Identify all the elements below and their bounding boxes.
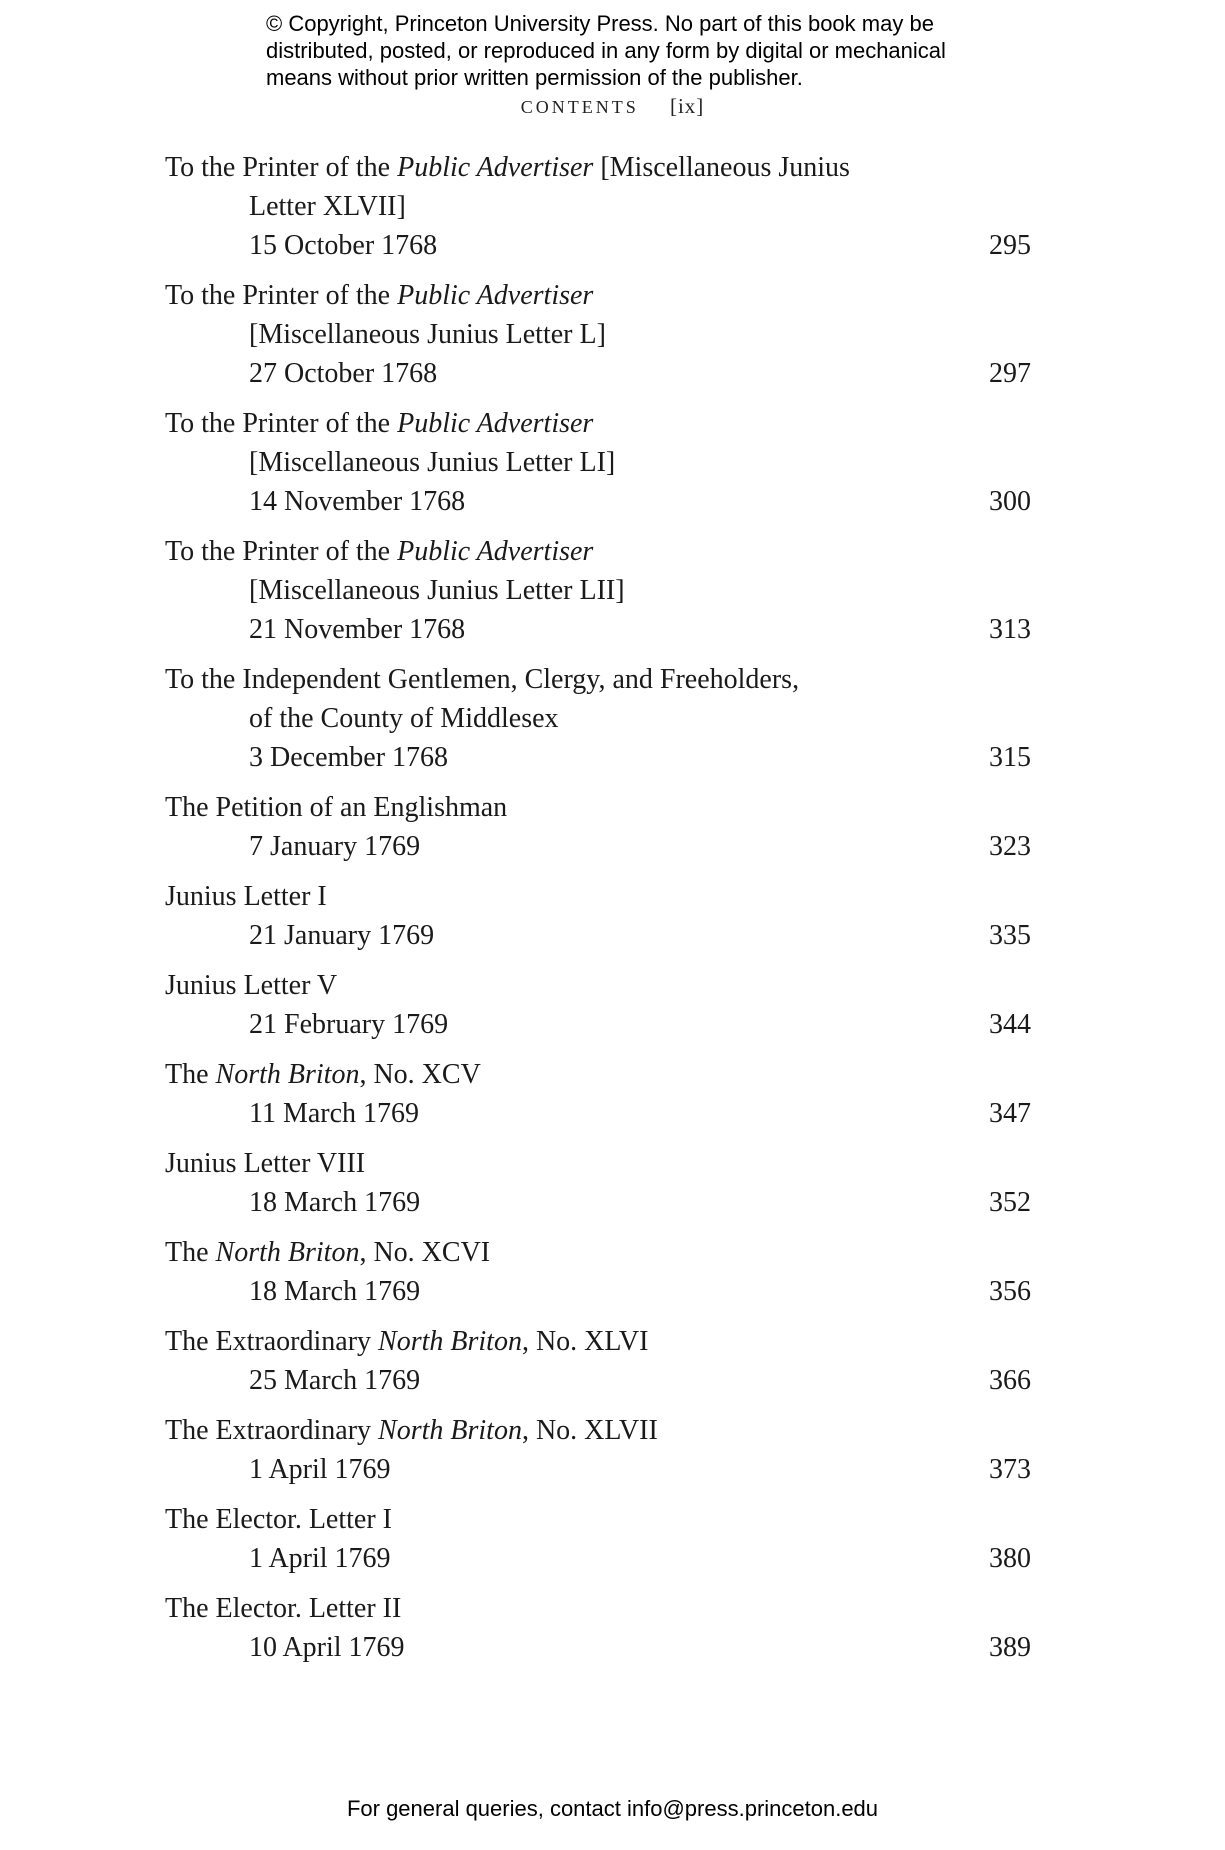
toc-entry xyxy=(165,966,1031,1044)
toc-entry-page-number: 300 xyxy=(989,486,1031,517)
toc-entry-page-number: 347 xyxy=(989,1098,1031,1129)
toc-entry xyxy=(165,1322,1031,1400)
toc-entry-continuation: [Miscellaneous Junius Letter L] xyxy=(249,319,606,350)
toc-entry-title-italic: North Briton xyxy=(378,1415,522,1446)
toc-entry-continuation: Letter XLVII] xyxy=(249,191,406,222)
toc-entry xyxy=(165,276,1031,393)
toc-entry-title xyxy=(165,877,1031,916)
toc-entry-title-italic: Public Advertiser xyxy=(397,280,594,311)
toc-entry-title-italic: Public Advertiser xyxy=(397,152,594,183)
running-head-label: CONTENTS xyxy=(520,97,639,117)
toc-entry-date: 11 March 1769 xyxy=(249,1098,420,1129)
toc-entry-continuation: [Miscellaneous Junius Letter LII] xyxy=(249,575,625,606)
toc-entry-title-text: To the Printer of the xyxy=(165,536,398,567)
table-of-contents xyxy=(165,148,1031,1678)
toc-entry-page-number: 313 xyxy=(989,614,1031,645)
toc-entry-title-italic: Public Advertiser xyxy=(397,408,594,439)
toc-entry-page-number: 323 xyxy=(989,831,1031,862)
toc-entry-date: 14 November 1768 xyxy=(249,486,466,517)
toc-entry-title xyxy=(165,404,1031,443)
toc-entry-title-italic: North Briton xyxy=(378,1326,522,1357)
toc-entry-title-italic: North Briton xyxy=(215,1237,360,1268)
toc-entry-title-text: [Miscellaneous Junius xyxy=(593,152,850,183)
toc-entry xyxy=(165,1589,1031,1667)
toc-entry-page-number: 335 xyxy=(989,920,1031,951)
toc-entry-title-text: Junius Letter VIII xyxy=(165,1148,366,1179)
toc-entry-page-number: 297 xyxy=(989,358,1031,389)
toc-entry-title xyxy=(165,1589,1031,1628)
toc-entry xyxy=(165,877,1031,955)
toc-entry xyxy=(165,148,1031,265)
toc-entry-title-text: , No. XLVII xyxy=(521,1415,658,1446)
toc-entry xyxy=(165,404,1031,521)
toc-entry-title xyxy=(165,1500,1031,1539)
running-head xyxy=(0,94,1225,119)
toc-entry-date: 21 February 1769 xyxy=(249,1009,449,1040)
toc-entry-title-text: The Extraordinary xyxy=(165,1326,379,1357)
toc-entry-page-number: 380 xyxy=(989,1543,1031,1574)
toc-entry-title-text: Junius Letter V xyxy=(165,970,338,1001)
toc-entry-page-number: 344 xyxy=(989,1009,1031,1040)
toc-entry-date: 18 March 1769 xyxy=(249,1187,421,1218)
toc-entry-title xyxy=(165,1233,1031,1272)
toc-entry-title xyxy=(165,788,1031,827)
toc-entry xyxy=(165,1233,1031,1311)
toc-entry-title xyxy=(165,148,1031,187)
toc-entry xyxy=(165,1055,1031,1133)
toc-entry-title xyxy=(165,276,1031,315)
toc-entry-title xyxy=(165,532,1031,571)
toc-entry-date: 10 April 1769 xyxy=(249,1632,405,1663)
toc-entry xyxy=(165,660,1031,777)
toc-entry-page-number: 373 xyxy=(989,1454,1031,1485)
toc-entry-continuation: [Miscellaneous Junius Letter LI] xyxy=(249,447,616,478)
toc-entry-title-text: The xyxy=(165,1237,216,1268)
toc-entry-title-text: To the Printer of the xyxy=(165,408,398,439)
toc-entry-title xyxy=(165,1144,1031,1183)
toc-entry-continuation: of the County of Middlesex xyxy=(249,703,559,734)
toc-entry-title xyxy=(165,660,1031,699)
toc-entry-date: 27 October 1768 xyxy=(249,358,438,389)
copyright-line: © Copyright, Princeton University Press. No part of this book may be xyxy=(266,11,934,36)
toc-entry-title xyxy=(165,1411,1031,1450)
toc-entry-page-number: 352 xyxy=(989,1187,1031,1218)
toc-entry-page-number: 389 xyxy=(989,1632,1031,1663)
toc-entry-date: 1 April 1769 xyxy=(249,1454,391,1485)
toc-entry-title-text: , No. XCVI xyxy=(359,1237,491,1268)
copyright-line: means without prior written permission of the publisher. xyxy=(266,65,803,90)
toc-entry-title-text: Junius Letter I xyxy=(165,881,327,912)
toc-entry xyxy=(165,1144,1031,1222)
toc-entry-title-text: The xyxy=(165,1059,216,1090)
toc-entry-date: 18 March 1769 xyxy=(249,1276,421,1307)
toc-entry-date: 7 January 1769 xyxy=(249,831,421,862)
toc-entry-date: 21 January 1769 xyxy=(249,920,435,951)
toc-entry-date: 15 October 1768 xyxy=(249,230,438,261)
toc-entry-title xyxy=(165,1055,1031,1094)
toc-entry-date: 1 April 1769 xyxy=(249,1543,391,1574)
toc-entry-title-text: To the Printer of the xyxy=(165,152,398,183)
toc-entry-date: 3 December 1768 xyxy=(249,742,449,773)
toc-entry-title-text: The Elector. Letter I xyxy=(165,1504,392,1535)
toc-entry-page-number: 315 xyxy=(989,742,1031,773)
toc-entry-title-text: The Petition of an Englishman xyxy=(165,792,508,823)
toc-entry-title-text: , No. XLVI xyxy=(521,1326,649,1357)
running-head-page-number: [ix] xyxy=(669,94,705,118)
toc-entry xyxy=(165,532,1031,649)
toc-entry-page-number: 366 xyxy=(989,1365,1031,1396)
toc-entry-title-text: The Elector. Letter II xyxy=(165,1593,402,1624)
toc-entry-title-italic: North Briton xyxy=(215,1059,360,1090)
toc-entry-title xyxy=(165,966,1031,1005)
toc-entry-title-text: The Extraordinary xyxy=(165,1415,379,1446)
toc-entry-title-text: To the Independent Gentlemen, Clergy, and Freeholders, xyxy=(165,664,800,695)
toc-entry xyxy=(165,1411,1031,1489)
toc-entry-title xyxy=(165,1322,1031,1361)
footer-contact: For general queries, contact info@press.princeton.edu xyxy=(346,1796,879,1821)
copyright-line: distributed, posted, or reproduced in any form by digital or mechanical xyxy=(266,38,946,63)
toc-entry xyxy=(165,1500,1031,1578)
toc-entry-title-text: To the Printer of the xyxy=(165,280,398,311)
toc-entry-date: 21 November 1768 xyxy=(249,614,466,645)
toc-entry xyxy=(165,788,1031,866)
toc-entry-page-number: 356 xyxy=(989,1276,1031,1307)
toc-entry-page-number: 295 xyxy=(989,230,1031,261)
copyright-notice xyxy=(266,10,1006,91)
toc-entry-date: 25 March 1769 xyxy=(249,1365,421,1396)
toc-entry-title-text: , No. XCV xyxy=(359,1059,481,1090)
toc-entry-title-italic: Public Advertiser xyxy=(397,536,594,567)
